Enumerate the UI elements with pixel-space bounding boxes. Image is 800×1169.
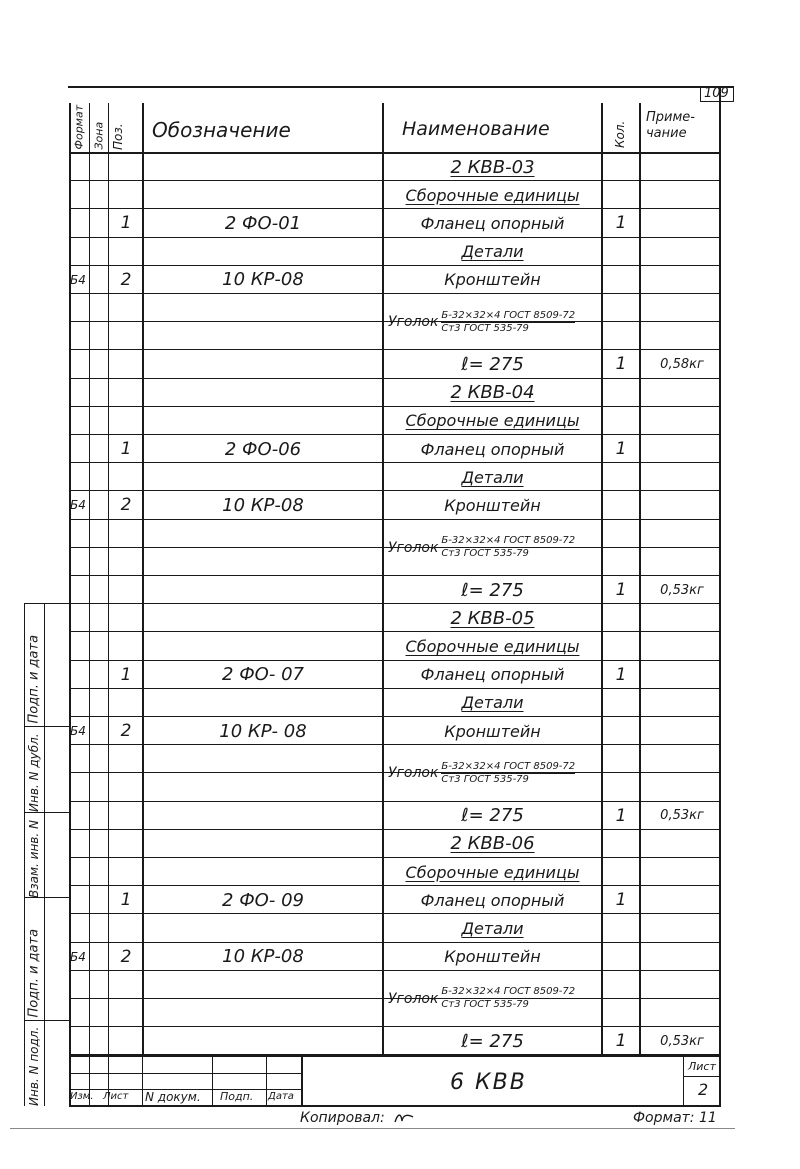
table-row <box>0 661 800 689</box>
cell-designation <box>144 999 382 1027</box>
header-name: Наименование <box>402 118 550 140</box>
cell-note <box>643 830 721 858</box>
header-designation: Обозначение <box>152 118 291 142</box>
cell-position <box>110 745 142 773</box>
title-col-sign: Подп. <box>220 1090 254 1103</box>
table-row <box>0 717 800 745</box>
cell-format: Б4 <box>70 498 86 513</box>
cell-format <box>70 548 90 576</box>
title-block-bottom <box>69 1105 721 1107</box>
cell-quantity <box>603 717 639 745</box>
cell-quantity: 1 <box>615 580 627 601</box>
title-block-c5 <box>266 1055 267 1106</box>
cell-designation: 2 ФО-06 <box>224 438 302 460</box>
cell-quantity <box>603 943 639 971</box>
table-row <box>0 604 800 632</box>
cell-note <box>643 858 721 886</box>
fraction-numerator: Б-32×32×4 ГОСТ 8509-72 <box>441 760 576 772</box>
cell-quantity <box>603 238 639 266</box>
cell-note <box>643 491 721 519</box>
cell-designation <box>144 238 382 266</box>
table-row <box>0 463 800 491</box>
cell-note <box>643 463 721 491</box>
cell-note <box>643 717 721 745</box>
cell-quantity <box>603 858 639 886</box>
angle-label: Уголок <box>388 539 439 556</box>
cell-note <box>643 181 721 209</box>
cell-format <box>70 604 90 632</box>
fraction-denominator: Ст3 ГОСТ 535-79 <box>441 322 529 334</box>
cell-format <box>70 802 90 830</box>
title-col-izm: Изм. <box>70 1091 94 1102</box>
cell-name: Детали <box>461 242 524 262</box>
cell-format: Б4 <box>70 272 86 287</box>
cell-quantity <box>603 181 639 209</box>
cell-format: Б4 <box>70 949 86 964</box>
cell-quantity <box>603 604 639 632</box>
cell-name: Сборочные единицы <box>405 862 580 882</box>
cell-designation <box>144 520 382 548</box>
material-fraction <box>441 987 575 1010</box>
title-block-c3 <box>142 1055 143 1106</box>
cell-format <box>70 1027 90 1055</box>
cell-name: Сборочные единицы <box>405 411 580 431</box>
cell-format <box>70 999 90 1027</box>
table-row <box>0 858 800 886</box>
cell-position: 1 <box>120 890 132 911</box>
cell-name: Фланец опорный <box>420 439 565 459</box>
angle-label: Уголок <box>388 314 439 331</box>
corner-page-number: 109 <box>704 86 729 101</box>
cell-format <box>70 322 90 350</box>
cell-position <box>110 463 142 491</box>
title-block-top <box>69 1055 721 1057</box>
cell-designation: 2 ФО-01 <box>224 212 302 234</box>
cell-note <box>643 520 721 548</box>
cell-name: Кронштейн <box>444 495 541 515</box>
cell-designation: 2 ФО- 07 <box>222 664 304 686</box>
cell-designation <box>144 1027 382 1055</box>
cell-position: 2 <box>120 269 132 290</box>
cell-designation <box>144 745 382 773</box>
cell-designation <box>144 463 382 491</box>
cell-position <box>110 802 142 830</box>
cell-quantity: 1 <box>615 664 627 685</box>
cell-quantity: 1 <box>615 805 627 826</box>
cell-designation <box>144 604 382 632</box>
cell-designation <box>144 689 382 717</box>
cell-quantity <box>603 971 639 999</box>
title-sheet-label: Лист <box>688 1060 716 1073</box>
cell-position <box>110 181 142 209</box>
cell-quantity <box>603 830 639 858</box>
cell-position <box>110 548 142 576</box>
cell-designation <box>144 294 382 322</box>
cell-note: 0,53кг <box>660 808 704 824</box>
footer-copied-label: Копировал: <box>300 1110 385 1126</box>
cell-position: 2 <box>120 495 132 516</box>
cell-name: Детали <box>461 693 524 713</box>
table-row <box>0 181 800 209</box>
title-block-sheet-mid <box>683 1076 720 1077</box>
cell-quantity: 1 <box>615 213 627 234</box>
cell-name: Фланец опорный <box>420 213 565 233</box>
cell-note <box>643 689 721 717</box>
cell-position <box>110 773 142 801</box>
title-col-doc: N докум. <box>145 1090 201 1104</box>
table-row <box>0 491 800 519</box>
cell-position <box>110 604 142 632</box>
footer-cut-line <box>10 1128 735 1129</box>
corner-box-right <box>733 86 734 102</box>
cell-designation: 10 КР-08 <box>222 494 304 516</box>
cell-note <box>643 632 721 660</box>
cell-position: 1 <box>120 664 132 685</box>
cell-note <box>643 407 721 435</box>
cell-designation <box>144 576 382 604</box>
cell-designation <box>144 632 382 660</box>
angle-label: Уголок <box>388 765 439 782</box>
cell-name: ℓ= 275 <box>461 1030 524 1052</box>
title-block-row-1 <box>69 1073 302 1074</box>
cell-format <box>70 971 90 999</box>
cell-position <box>110 1027 142 1055</box>
table-row <box>0 830 800 858</box>
title-block-c4 <box>212 1055 213 1106</box>
cell-designation: 10 КР-08 <box>222 269 304 291</box>
cell-name <box>388 520 638 576</box>
header-format: Формат <box>72 104 86 150</box>
cell-quantity <box>603 294 639 322</box>
cell-format <box>70 407 90 435</box>
side-label-dub-inv: Инв. N дубл. <box>27 733 41 812</box>
cell-format <box>70 632 90 660</box>
cell-format <box>70 209 90 237</box>
frame-top <box>68 86 734 88</box>
table-row <box>0 914 800 942</box>
cell-name: Фланец опорный <box>420 665 565 685</box>
cell-quantity <box>603 153 639 181</box>
cell-quantity: 1 <box>615 890 627 911</box>
cell-designation <box>144 914 382 942</box>
cell-name: Кронштейн <box>444 270 541 290</box>
fraction-denominator: Ст3 ГОСТ 535-79 <box>441 548 529 560</box>
side-stamp-inner <box>44 603 45 1106</box>
cell-format <box>70 463 90 491</box>
cell-name: ℓ= 275 <box>461 579 524 601</box>
cell-position <box>110 520 142 548</box>
cell-note <box>643 999 721 1027</box>
cell-format <box>70 294 90 322</box>
table-row <box>0 632 800 660</box>
cell-position <box>110 379 142 407</box>
cell-position: 2 <box>120 721 132 742</box>
cell-designation <box>144 858 382 886</box>
cell-quantity <box>603 266 639 294</box>
cell-designation <box>144 802 382 830</box>
table-row <box>0 350 800 378</box>
cell-format <box>70 914 90 942</box>
cell-format <box>70 379 90 407</box>
table-row <box>0 802 800 830</box>
cell-format <box>70 661 90 689</box>
table-row <box>0 689 800 717</box>
cell-position <box>110 971 142 999</box>
cell-format <box>70 153 90 181</box>
side-label-inv-orig: Инв. N подл. <box>27 1026 41 1106</box>
cell-name: 2 КВВ-06 <box>450 833 535 855</box>
corner-box-bottom <box>700 101 734 102</box>
header-note: Приме- чание <box>646 110 695 141</box>
cell-note <box>643 322 721 350</box>
cell-name: Детали <box>461 918 524 938</box>
cell-position <box>110 294 142 322</box>
cell-format <box>70 181 90 209</box>
cell-designation <box>144 830 382 858</box>
cell-format <box>70 773 90 801</box>
cell-note: 0,58кг <box>660 356 704 372</box>
cell-name: Фланец опорный <box>420 890 565 910</box>
header-zone: Зона <box>92 121 106 150</box>
cell-name <box>388 971 638 1027</box>
title-sheet-number: 2 <box>698 1080 709 1099</box>
fraction-denominator: Ст3 ГОСТ 535-79 <box>441 999 529 1011</box>
cell-position: 1 <box>120 439 132 460</box>
cell-position <box>110 238 142 266</box>
cell-name: 2 КВВ-04 <box>450 382 535 404</box>
cell-designation <box>144 153 382 181</box>
title-block-sheet-left <box>683 1055 684 1106</box>
cell-position <box>110 350 142 378</box>
table-row <box>0 1027 800 1055</box>
cell-quantity <box>603 632 639 660</box>
table-row <box>0 520 800 560</box>
cell-format <box>70 830 90 858</box>
cell-format <box>70 350 90 378</box>
cell-position <box>110 914 142 942</box>
cell-designation <box>144 350 382 378</box>
cell-position <box>110 858 142 886</box>
cell-name: 2 КВВ-03 <box>450 156 535 178</box>
cell-quantity <box>603 689 639 717</box>
cell-name: ℓ= 275 <box>461 805 524 827</box>
cell-quantity <box>603 463 639 491</box>
cell-position <box>110 576 142 604</box>
cell-designation <box>144 548 382 576</box>
cell-designation <box>144 181 382 209</box>
cell-note <box>643 604 721 632</box>
table-row <box>0 266 800 294</box>
cell-quantity: 1 <box>615 354 627 375</box>
material-fraction <box>441 311 575 334</box>
cell-note <box>643 294 721 322</box>
cell-quantity <box>603 745 639 773</box>
material-fraction <box>441 536 575 559</box>
cell-quantity <box>603 520 639 548</box>
cell-note <box>643 548 721 576</box>
cell-format <box>70 520 90 548</box>
cell-position <box>110 689 142 717</box>
cell-position <box>110 830 142 858</box>
cell-designation: 10 КР- 08 <box>219 720 307 742</box>
cell-name: Сборочные единицы <box>405 636 580 656</box>
cell-note <box>643 266 721 294</box>
cell-note <box>643 745 721 773</box>
cell-note: 0,53кг <box>660 1033 704 1049</box>
cell-name: Детали <box>461 467 524 487</box>
table-row <box>0 971 800 1011</box>
fraction-numerator: Б-32×32×4 ГОСТ 8509-72 <box>441 309 576 321</box>
cell-designation <box>144 971 382 999</box>
cell-note <box>643 914 721 942</box>
cell-quantity <box>603 379 639 407</box>
cell-name <box>388 745 638 801</box>
table-row <box>0 238 800 266</box>
table-row <box>0 294 800 334</box>
title-col-date: Дата <box>268 1091 294 1102</box>
cell-designation <box>144 407 382 435</box>
cell-quantity <box>603 491 639 519</box>
cell-designation <box>144 773 382 801</box>
fraction-denominator: Ст3 ГОСТ 535-79 <box>441 773 529 785</box>
cell-designation <box>144 379 382 407</box>
cell-name: 2 КВВ-05 <box>450 607 535 629</box>
cell-position: 2 <box>120 946 132 967</box>
cell-designation: 10 КР-08 <box>222 946 304 968</box>
side-label-replace-inv: Взам. инв. N <box>27 820 41 898</box>
cell-name: Кронштейн <box>444 947 541 967</box>
cell-quantity <box>603 914 639 942</box>
cell-note <box>643 971 721 999</box>
cell-note <box>643 661 721 689</box>
cell-position <box>110 153 142 181</box>
title-col-list: Лист <box>103 1091 129 1102</box>
angle-label: Уголок <box>388 990 439 1007</box>
fraction-numerator: Б-32×32×4 ГОСТ 8509-72 <box>441 535 576 547</box>
cell-position <box>110 407 142 435</box>
cell-position <box>110 632 142 660</box>
side-stamp-outer <box>24 603 25 1106</box>
footer-copied <box>300 1110 415 1126</box>
cell-format <box>70 745 90 773</box>
side-label-sign-date-2: Подп. и дата <box>26 928 42 1018</box>
header-qty: Кол. <box>613 120 627 148</box>
cell-note <box>643 153 721 181</box>
cell-format <box>70 689 90 717</box>
fraction-numerator: Б-32×32×4 ГОСТ 8509-72 <box>441 986 576 998</box>
cell-format <box>70 886 90 914</box>
table-row <box>0 943 800 971</box>
table-row <box>0 576 800 604</box>
cell-name: ℓ= 275 <box>461 353 524 375</box>
cell-format <box>70 858 90 886</box>
table-row <box>0 209 800 237</box>
cell-note <box>643 773 721 801</box>
table-row <box>0 153 800 181</box>
cell-designation <box>144 322 382 350</box>
cell-name: Кронштейн <box>444 721 541 741</box>
cell-position: 1 <box>120 213 132 234</box>
header-pos: Поз. <box>111 123 125 150</box>
cell-note <box>643 238 721 266</box>
cell-format: Б4 <box>70 724 86 739</box>
cell-note <box>643 886 721 914</box>
cell-note <box>643 943 721 971</box>
table-row <box>0 407 800 435</box>
cell-format <box>70 435 90 463</box>
cell-quantity: 1 <box>615 1031 627 1052</box>
table-row <box>0 886 800 914</box>
cell-format <box>70 238 90 266</box>
title-doc-code: 6 КВВ <box>450 1070 527 1095</box>
table-row <box>0 435 800 463</box>
cell-designation: 2 ФО- 09 <box>222 889 304 911</box>
cell-position <box>110 999 142 1027</box>
cell-format <box>70 576 90 604</box>
cell-note <box>643 435 721 463</box>
cell-quantity: 1 <box>615 439 627 460</box>
cell-note <box>643 209 721 237</box>
title-block-c6 <box>301 1055 303 1106</box>
table-row <box>0 379 800 407</box>
cell-position <box>110 322 142 350</box>
cell-note <box>643 379 721 407</box>
copier-signature-icon <box>393 1111 415 1125</box>
material-fraction <box>441 762 575 785</box>
cell-quantity <box>603 407 639 435</box>
corner-box-left <box>700 86 701 102</box>
cell-name <box>388 294 638 350</box>
cell-name: Сборочные единицы <box>405 185 580 205</box>
side-label-sign-date-1: Подп. и дата <box>26 634 42 724</box>
footer-format: Формат: 11 <box>633 1110 717 1126</box>
cell-note: 0,53кг <box>660 582 704 598</box>
